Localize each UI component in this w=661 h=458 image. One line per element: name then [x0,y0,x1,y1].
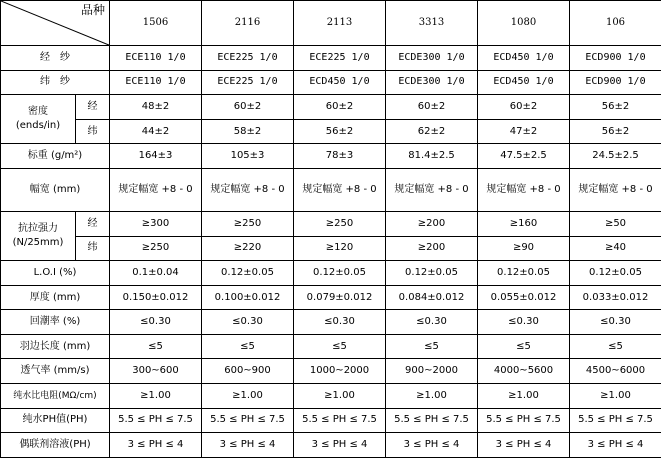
tensile-warp-label: 经 [76,212,110,237]
table-cell: 56±2 [570,119,661,144]
table-cell: ≤0.30 [294,310,386,335]
table-cell: 0.12±0.05 [570,261,661,286]
table-cell: ECD450 1/0 [294,70,386,95]
table-cell: 60±2 [294,95,386,120]
table-cell: ≥1.00 [110,384,202,409]
table-cell: ≥220 [202,236,294,261]
table-cell: ≥300 [110,212,202,237]
table-cell: ≤5 [294,334,386,359]
row-label: 纬 纱 [1,70,110,95]
table-cell: 0.084±0.012 [386,285,478,310]
table-cell: 5.5 ≤ PH ≤ 7.5 [478,408,570,433]
table-cell: 规定幅宽 +8 - 0 [478,168,570,211]
table-cell: 0.12±0.05 [202,261,294,286]
table-cell: 3 ≤ PH ≤ 4 [202,433,294,458]
table-cell: ECE110 1/0 [110,46,202,71]
table-cell: ECDE300 1/0 [386,46,478,71]
fringe-row [1,334,661,359]
density-weft-label: 纬 [76,119,110,144]
table-cell: 0.150±0.012 [110,285,202,310]
row-label: 厚度 (mm) [1,285,110,310]
table-cell: ECD900 1/0 [570,70,661,95]
row-label: 经 纱 [1,46,110,71]
table-cell: 78±3 [294,144,386,169]
row-label: 偶联剂溶液(PH) [1,433,110,458]
table-cell: ECDE300 1/0 [386,70,478,95]
table-cell: 0.100±0.012 [202,285,294,310]
table-cell: 164±3 [110,144,202,169]
table-cell: ECE225 1/0 [202,70,294,95]
table-cell: ≤0.30 [110,310,202,335]
density-warp-row [1,95,661,120]
width-row [1,168,661,211]
table-cell: ECD450 1/0 [478,46,570,71]
resistivity-row [1,384,661,409]
table-cell: ≥250 [110,236,202,261]
table-cell: 规定幅宽 +8 - 0 [294,168,386,211]
style-header: 3313 [386,1,478,46]
table-cell: 3 ≤ PH ≤ 4 [478,433,570,458]
table-cell: 5.5 ≤ PH ≤ 7.5 [386,408,478,433]
row-label: 回潮率 (%) [1,310,110,335]
density-unit: (ends/in) [15,120,61,132]
table-cell: 3 ≤ PH ≤ 4 [386,433,478,458]
table-cell: ECE110 1/0 [110,70,202,95]
row-label: 纯水比电阻(MΩ/cm) [1,384,110,409]
tensile-warp-row [1,212,661,237]
table-cell: ≥1.00 [294,384,386,409]
table-cell: 56±2 [570,95,661,120]
table-cell: ≤0.30 [202,310,294,335]
table-cell: ≤0.30 [570,310,661,335]
table-cell: 0.079±0.012 [294,285,386,310]
table-cell: 规定幅宽 +8 - 0 [386,168,478,211]
row-label: 标重 (g/m²) [1,144,110,169]
tensile-weft-row [1,236,661,261]
table-cell: ECD900 1/0 [570,46,661,71]
warp-yarn-row [1,46,661,71]
table-cell: 62±2 [386,119,478,144]
corner-header-cell [1,1,110,46]
density-label-cell [1,95,76,144]
table-cell: 44±2 [110,119,202,144]
table-cell: ≥250 [294,212,386,237]
row-label: 幅宽 (mm) [1,168,110,211]
header-row [1,1,661,46]
table-cell: ≥160 [478,212,570,237]
table-cell: 0.055±0.012 [478,285,570,310]
weft-yarn-row [1,70,661,95]
table-cell: 81.4±2.5 [386,144,478,169]
tensile-unit: (N/25mm) [12,237,64,249]
table-cell: 58±2 [202,119,294,144]
style-header: 1506 [110,1,202,46]
table-cell: ≥50 [570,212,661,237]
table-cell: ≥250 [202,212,294,237]
table-cell: 0.1±0.04 [110,261,202,286]
table-cell: 48±2 [110,95,202,120]
ph-row [1,408,661,433]
tensile-label: 抗拉强力 [18,223,58,235]
table-cell: 3 ≤ PH ≤ 4 [570,433,661,458]
table-cell: 4500~6000 [570,359,661,384]
table-cell: ≤5 [478,334,570,359]
loi-row [1,261,661,286]
table-cell: 47.5±2.5 [478,144,570,169]
table-cell: 规定幅宽 +8 - 0 [202,168,294,211]
row-label: L.O.I (%) [1,261,110,286]
table-cell: 5.5 ≤ PH ≤ 7.5 [570,408,661,433]
style-header: 1080 [478,1,570,46]
table-cell: 5.5 ≤ PH ≤ 7.5 [110,408,202,433]
table-cell: 3 ≤ PH ≤ 4 [294,433,386,458]
table-cell: ≤5 [202,334,294,359]
style-header: 106 [570,1,661,46]
table-cell: 1000~2000 [294,359,386,384]
thickness-row [1,285,661,310]
corner-label: 品种 [80,3,105,17]
table-cell: 60±2 [386,95,478,120]
table-cell: 600~900 [202,359,294,384]
table-cell: 0.033±0.012 [570,285,661,310]
table-cell: ECE225 1/0 [202,46,294,71]
table-cell: 3 ≤ PH ≤ 4 [110,433,202,458]
moisture-row [1,310,661,335]
table-cell: ECD450 1/0 [478,70,570,95]
table-cell: 47±2 [478,119,570,144]
table-cell: 规定幅宽 +8 - 0 [110,168,202,211]
table-cell: ≥1.00 [386,384,478,409]
table-cell: ≥1.00 [202,384,294,409]
table-cell: ≤5 [386,334,478,359]
row-label: 纯水PH值(PH) [1,408,110,433]
tensile-weft-label: 纬 [76,236,110,261]
table-cell: 5.5 ≤ PH ≤ 7.5 [294,408,386,433]
table-cell: ≤0.30 [478,310,570,335]
row-label: 透气率 (mm/s) [1,359,110,384]
table-cell: ≥1.00 [478,384,570,409]
table-cell: 60±2 [202,95,294,120]
density-warp-label: 经 [76,95,110,120]
permeability-row [1,359,661,384]
density-label: 密度 [28,106,48,118]
table-cell: ≥40 [570,236,661,261]
table-cell: 300~600 [110,359,202,384]
table-cell: ≥200 [386,212,478,237]
table-cell: 0.12±0.05 [294,261,386,286]
row-label: 羽边长度 (mm) [1,334,110,359]
table-cell: ≥1.00 [570,384,661,409]
table-cell: ≤5 [110,334,202,359]
table-cell: ≤5 [570,334,661,359]
table-cell: ≤0.30 [386,310,478,335]
table-cell: 5.5 ≤ PH ≤ 7.5 [202,408,294,433]
tensile-label-cell [1,212,76,261]
table-cell: ≥200 [386,236,478,261]
style-header: 2116 [202,1,294,46]
table-cell: 24.5±2.5 [570,144,661,169]
table-cell: ECE225 1/0 [294,46,386,71]
table-cell: 规定幅宽 +8 - 0 [570,168,661,211]
table-cell: 0.12±0.05 [386,261,478,286]
weight-row [1,144,661,169]
table-cell: 4000~5600 [478,359,570,384]
table-cell: ≥120 [294,236,386,261]
style-header: 2113 [294,1,386,46]
table-cell: 56±2 [294,119,386,144]
table-cell: ≥90 [478,236,570,261]
density-weft-row [1,119,661,144]
table-cell: 900~2000 [386,359,478,384]
coupling-row [1,433,661,458]
table-cell: 60±2 [478,95,570,120]
table-cell: 0.12±0.05 [478,261,570,286]
table-cell: 105±3 [202,144,294,169]
